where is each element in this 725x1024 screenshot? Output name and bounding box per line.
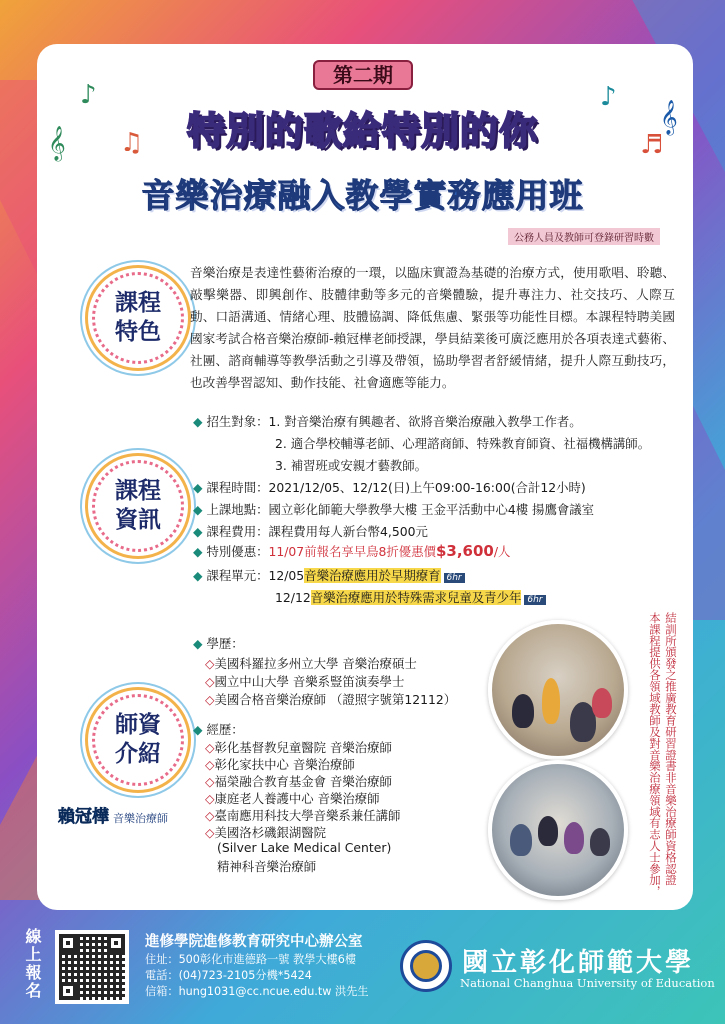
diamond-icon: ◆ <box>193 502 203 517</box>
music-note-icon: ♪ <box>600 82 617 112</box>
diamond-icon: ◆ <box>193 414 203 429</box>
education-item: ◇美國合格音樂治療師 （證照字號第12112） <box>205 692 457 707</box>
music-note-icon: ♬ <box>640 130 664 160</box>
music-note-icon: ♪ <box>80 80 97 110</box>
experience-extra: (Silver Lake Medical Center) <box>217 840 392 855</box>
experience-heading: ◆ 經歷： <box>193 722 244 737</box>
features-badge: 課程 特色 <box>92 272 184 364</box>
period-badge: 第二期 <box>313 60 413 90</box>
unit-row: 12/12音樂治療應用於特殊需求兒童及青少年 6hr <box>275 588 546 606</box>
experience-item: ◇福榮融合教育基金會 音樂治療師 <box>205 774 392 789</box>
experience-item: ◇彰化基督教兒童醫院 音樂治療師 <box>205 740 392 755</box>
hollow-diamond-icon: ◇ <box>205 674 215 689</box>
education-item: ◇美國科羅拉多州立大學 音樂治療碩士 <box>205 656 417 671</box>
experience-item: ◇美國洛杉磯銀湖醫院 <box>205 825 327 840</box>
target-item: 3. 補習班或安親才藝教師。 <box>275 458 428 473</box>
diamond-icon: ◆ <box>193 524 203 539</box>
hollow-diamond-icon: ◇ <box>205 808 215 823</box>
target-row: ◆ 招生對象：1. 對音樂治療有興趣者、欲將音樂治療融入教學工作者。 <box>193 414 582 429</box>
target-item: 2. 適合學校輔導老師、心理諮商師、特殊教育師資、社福機構講師。 <box>275 436 651 451</box>
main-title: 特別的歌給特別的你 <box>186 109 538 153</box>
university-logo <box>400 940 452 992</box>
phone: 電話：(04)723-2105分機*5424 <box>145 969 312 982</box>
hollow-diamond-icon: ◇ <box>205 656 215 671</box>
time-row: ◆ 課程時間：2021/12/05、12/12(日)上午09:00-16:00(合計12小時) <box>193 480 586 495</box>
info-badge: 課程 資訊 <box>92 460 184 552</box>
diamond-icon: ◆ <box>193 636 203 651</box>
side-note: 結訓所頒發之推廣教育研習證書非音樂治療師資格認證 <box>664 612 678 886</box>
side-note: 本課程提供各領域教師及對音樂治療領域有志人士參加， <box>648 612 662 897</box>
diamond-icon: ◆ <box>193 722 203 737</box>
hollow-diamond-icon: ◇ <box>205 774 215 789</box>
university-name-en: National Changhua University of Education <box>460 976 715 990</box>
discount-row: ◆ 特別優惠：11/07前報名享早鳥8折優惠價$3,600/人 <box>193 542 511 560</box>
hollow-diamond-icon: ◇ <box>205 740 215 755</box>
diamond-icon: ◆ <box>193 568 203 583</box>
office-name: 進修學院進修教育研究中心辦公室 <box>145 934 363 950</box>
hollow-diamond-icon: ◇ <box>205 692 215 707</box>
experience-item: ◇彰化家扶中心 音樂治療師 <box>205 757 355 772</box>
treble-clef-icon: 𝄞 <box>48 126 66 161</box>
credit-note: 公務人員及教師可登錄研習時數 <box>508 228 660 245</box>
experience-item: ◇康庭老人養護中心 音樂治療師 <box>205 791 380 806</box>
experience-item: ◇臺南應用科技大學音樂系兼任講師 <box>205 808 401 823</box>
address: 住址：500彰化市進德路一號 教學大樓6樓 <box>145 953 357 966</box>
teacher-badge: 師資 介紹 <box>92 694 184 786</box>
treble-clef-icon: 𝄞 <box>660 100 678 135</box>
hollow-diamond-icon: ◇ <box>205 825 215 840</box>
features-text: 音樂治療是表達性藝術治療的一環，以臨床實證為基礎的治療方式，使用歌唱、聆聽、敲擊樂器、即興創作、肢體律動等多元的音樂體驗，提升專注力、社交技巧、人際互動、口語溝通、情緒心理、肢體協調、降低焦慮、緊張等功能性目標。本課程特聘美國國家考試合格音樂治療師-賴冠樺老師授課，學員結業後可廣泛應用於各項表達式藝術、社團、諮商輔導等教學活動之引導及帶領，協助學習者舒緩情緒，提升人際互動技巧，也改善學習認知、動作技能、社會適應等能力。 <box>190 265 675 390</box>
location-row: ◆ 上課地點：國立彰化師範大學教學大樓 王金平活動中心4樓 揚鷹會議室 <box>193 502 595 517</box>
unit-row: ◆ 課程單元：12/05音樂治療應用於早期療育 6hr <box>193 566 465 584</box>
music-note-icon: ♫ <box>120 128 144 158</box>
hollow-diamond-icon: ◇ <box>205 791 215 806</box>
contact-info <box>145 952 369 1000</box>
university-name-zh: 國立彰化師範大學 <box>462 948 695 978</box>
education-heading: ◆ 學歷： <box>193 636 244 651</box>
fee-row: ◆ 課程費用：課程費用每人新台幣4,500元 <box>193 524 428 539</box>
diamond-icon: ◆ <box>193 544 203 559</box>
experience-extra: 精神科音樂治療師 <box>217 859 317 874</box>
diamond-icon: ◆ <box>193 480 203 495</box>
class-photo <box>488 760 628 900</box>
email: 信箱：hung1031@cc.ncue.edu.tw 洪先生 <box>145 985 369 998</box>
signup-qr-code[interactable] <box>55 930 129 1004</box>
online-signup-label: 線上報名 <box>23 928 42 1000</box>
education-item: ◇國立中山大學 音樂系豎笛演奏學士 <box>205 674 405 689</box>
subtitle: 音樂治療融入教學實務應用班 <box>141 176 584 215</box>
class-photo <box>488 620 628 760</box>
hollow-diamond-icon: ◇ <box>205 757 215 772</box>
teacher-name: 賴冠樺 音樂治療師 <box>58 807 168 827</box>
